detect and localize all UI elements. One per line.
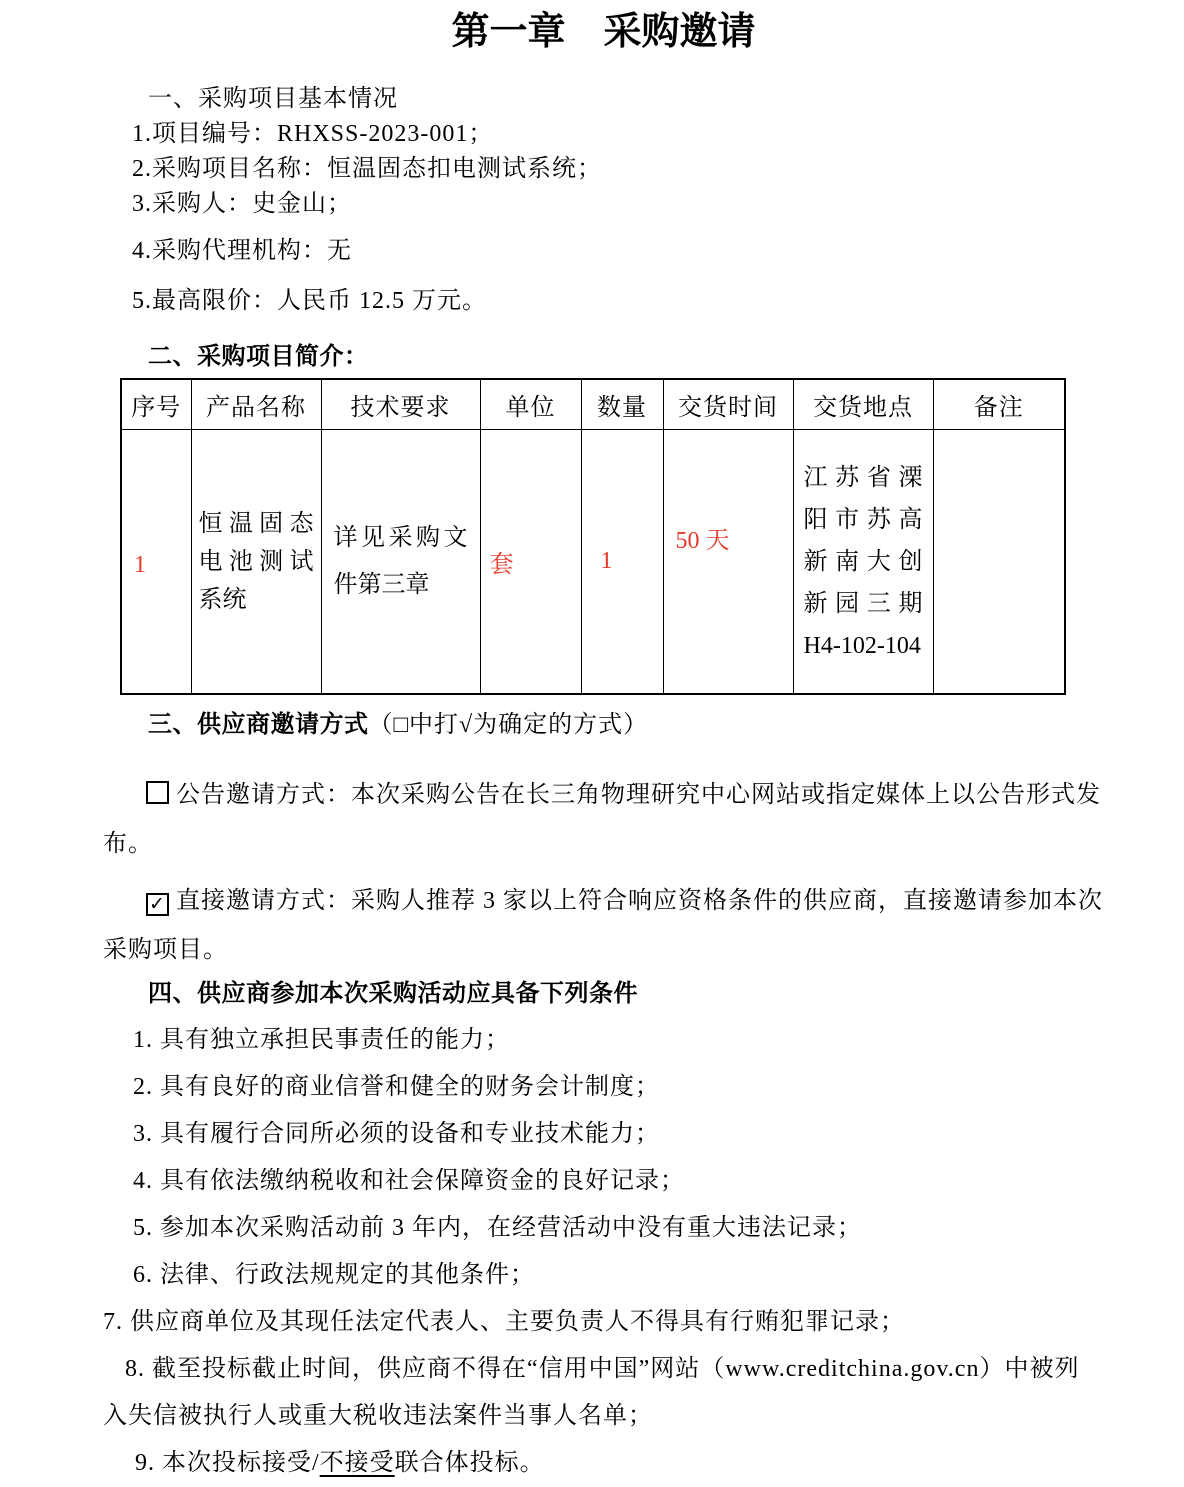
cell-quantity: 1 bbox=[581, 430, 663, 695]
cell-seq: 1 bbox=[121, 430, 191, 695]
option-public-text: 公告邀请方式：本次采购公告在长三角物理研究中心网站或指定媒体上以公告形式发布。 bbox=[103, 782, 1101, 857]
condition-2: 2. 具有良好的商业信誉和健全的财务会计制度； bbox=[133, 1074, 660, 1100]
page-title: 第一章 采购邀请 bbox=[451, 11, 756, 53]
procurement-agency: 4.采购代理机构：无 bbox=[132, 238, 352, 264]
section-3-heading-title: 三、供应商邀请方式 bbox=[148, 711, 369, 738]
header-quantity: 数量 bbox=[581, 379, 663, 430]
section-4-heading: 四、供应商参加本次采购活动应具备下列条件 bbox=[148, 980, 638, 1007]
cell-remark bbox=[933, 430, 1065, 695]
condition-8: 8. 截至投标截止时间，供应商不得在“信用中国”网站（www.creditchina.gov.cn）中被列入失信被执行人或重大税收违法案件当事人名单； bbox=[103, 1356, 1080, 1429]
max-price: 5.最高限价：人民币 12.5 万元。 bbox=[132, 288, 487, 314]
section-3-heading-note: （□中打√为确定的方式） bbox=[368, 712, 649, 738]
table-row bbox=[121, 430, 1065, 695]
condition-9 bbox=[103, 1440, 1104, 1487]
header-delivery-time: 交货时间 bbox=[663, 379, 793, 430]
cell-delivery-time: 50 天 bbox=[663, 430, 793, 695]
condition-3: 3. 具有履行合同所必须的设备和专业技术能力； bbox=[133, 1121, 660, 1147]
purchaser: 3.采购人：史金山； bbox=[132, 191, 352, 217]
section-1-heading: 一、采购项目基本情况 bbox=[148, 86, 398, 112]
cell-delivery-place: 江苏省溧阳市苏高新南大创新园三期H4-102-104 bbox=[793, 430, 933, 695]
condition-6: 6. 法律、行政法规规定的其他条件； bbox=[133, 1262, 535, 1288]
cell-unit: 套 bbox=[480, 430, 581, 695]
condition-4: 4. 具有依法缴纳税收和社会保障资金的良好记录； bbox=[133, 1168, 685, 1194]
condition-9-underlined: 不接受 bbox=[319, 1450, 395, 1476]
cell-tech-requirement: 详见采购文件第三章 bbox=[321, 430, 480, 695]
project-name: 2.采购项目名称：恒温固态扣电测试系统； bbox=[132, 156, 602, 182]
header-delivery-place: 交货地点 bbox=[793, 379, 933, 430]
option-public-invitation bbox=[103, 771, 1104, 869]
table-header-row bbox=[121, 379, 1065, 430]
header-product-name: 产品名称 bbox=[191, 379, 321, 430]
condition-7: 7. 供应商单位及其现任法定代表人、主要负责人不得具有行贿犯罪记录； bbox=[103, 1309, 905, 1335]
cell-product-name: 恒温固态电池测试系统 bbox=[191, 430, 321, 695]
checkbox-checked-icon: ✓ bbox=[146, 893, 169, 916]
condition-9-suffix: 联合体投标。 bbox=[394, 1450, 545, 1476]
project-number: 1.项目编号：RHXSS-2023-001； bbox=[132, 121, 494, 147]
section-2-heading: 二、采购项目简介： bbox=[148, 343, 369, 370]
header-tech-requirement: 技术要求 bbox=[321, 379, 480, 430]
header-seq: 序号 bbox=[121, 379, 191, 430]
header-remark: 备注 bbox=[933, 379, 1065, 430]
section-3-heading bbox=[103, 707, 1104, 743]
condition-1: 1. 具有独立承担民事责任的能力； bbox=[133, 1027, 510, 1053]
condition-9-prefix: 9. 本次投标接受/ bbox=[135, 1450, 320, 1476]
option-direct-invitation bbox=[103, 877, 1104, 975]
procurement-summary-table bbox=[120, 378, 1066, 695]
header-unit: 单位 bbox=[480, 379, 581, 430]
checkbox-unchecked-icon bbox=[146, 781, 169, 804]
option-direct-text: 直接邀请方式：采购人推荐 3 家以上符合响应资格条件的供应商，直接邀请参加本次采购项目。 bbox=[103, 888, 1103, 963]
condition-5: 5. 参加本次采购活动前 3 年内，在经营活动中没有重大违法记录； bbox=[133, 1215, 862, 1241]
